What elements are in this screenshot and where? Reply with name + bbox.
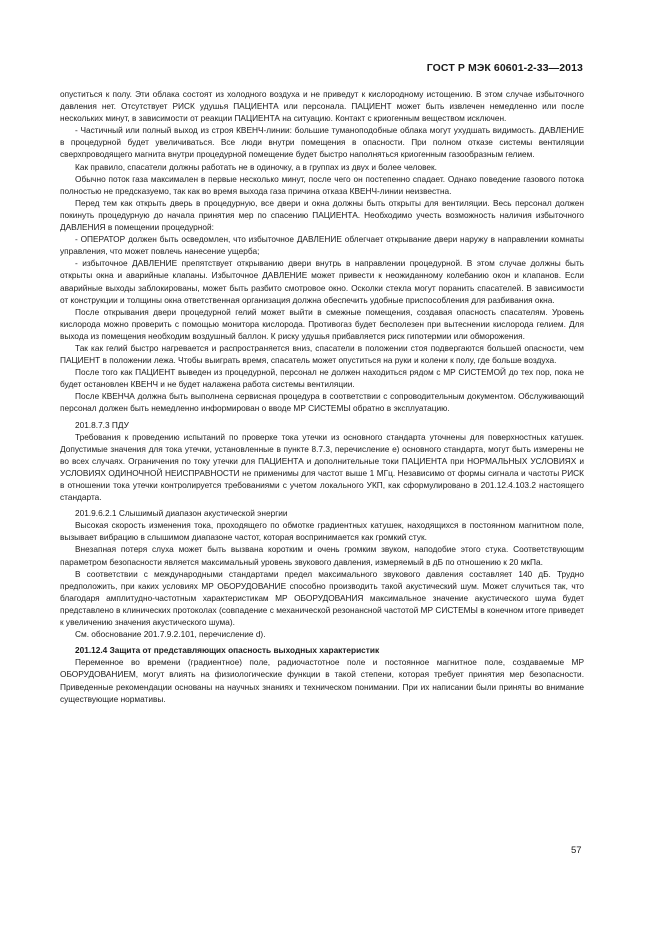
paragraph: опуститься к полу. Эти облака состоят из холодного воздуха и не приведут к кислородному истощению. В этом случае избыточного давления нет. Отсутствует РИСК удушья ПАЦИЕНТА или персонала. ПАЦИЕНТ может быть извлечен немедленно или после нескольких минут, в зависимости от реакции ПАЦИЕНТА на ситуацию. Контакт с криогенным веществом исключен. (60, 89, 584, 124)
paragraph: - ОПЕРАТОР должен быть осведомлен, что избыточное ДАВЛЕНИЕ облегчает открывание двери наружу в направлении комнаты управления, что может повлечь нанесение ущерба; (60, 234, 584, 257)
section-heading: 201.12.4 Защита от представляющих опасность выходных характеристик (75, 645, 380, 656)
document-standard-header: ГОСТ Р МЭК 60601-2-33—2013 (426, 62, 583, 74)
paragraph: Высокая скорость изменения тока, проходящего по обмотке градиентных катушек, находящихся в постоянном магнитном поле, вызывает вибрацию в слышимом диапазоне частот, которая воспринимается как громкий стук. (60, 520, 584, 543)
paragraph: В соответствии с международными стандартами предел максимального звукового давления составляет 140 дБ. Трудно предположить, при каких условиях МР ОБОРУДОВАНИЕ способно производить такой акустический шум. Может случиться так, что благодаря амплитудно-частотным характеристикам МР ОБОРУДОВАНИЯ максимальное значение акустического шума будет представлено в клинических протоколах (совпадение с механической резонансной частотой МР СИСТЕМЫ в конечном итоге приведет к увеличению значения акустического шума). (60, 568, 584, 628)
paragraph: Как правило, спасатели должны работать не в одиночку, а в группах из двух и более человек. (75, 161, 437, 172)
paragraph: Так как гелий быстро нагревается и распространяется вниз, спасатели в положении стоя подвергаются большей опасности, чем ПАЦИЕНТ в положении лежа. Чтобы выиграть время, спасатель может опуститься на руки и колени к полу, где больше воздуха. (60, 342, 584, 366)
paragraph: - избыточное ДАВЛЕНИЕ препятствует открыванию двери внутрь в направлении процедурной. В этом случае должны быть открыты окна и аварийные клапаны. Избыточное ДАВЛЕНИЕ может привести к неожиданному колебанию окон и клапанов. Если аварийные выходы заблокированы, может быть разбито смотровое окно. Осколки стекла могут поранить спасателей. В зависимости от конструкции и толщины окна ответственная организация должна обеспечить удобные приспособления для разбивания окна. (60, 258, 584, 305)
paragraph: Обычно поток газа максимален в первые несколько минут, после чего он постепенно спадает. Однако поведение газового потока полностью не предсказуемо, так как во время выхода газа причина отказа КВЕНЧ-линии неизвестна. (60, 173, 584, 196)
paragraph: Переменное во времени (градиентное) поле, радиочастотное поле и постоянное магнитное поле, создаваемые МР ОБОРУДОВАНИЕМ, могут влиять на физиологические функции в такой степени, которая требует принятия мер безопасности. Приведенные рекомендации основаны на научных знаниях и техническом понимании. При их написании были приняты во внимание существующие нормативы. (60, 657, 584, 704)
document-body (60, 88, 584, 705)
paragraph: После того как ПАЦИЕНТ выведен из процедурной, персонал не должен находиться рядом с МР СИСТЕМОЙ до тех пор, пока не будет остановлен КВЕНЧ и не будет налажена работа системы вентиляции. (60, 367, 584, 390)
paragraph: - Частичный или полный выход из строя КВЕНЧ-линии: большие туманоподобные облака могут ухудшать видимость. ДАВЛЕНИЕ в процедурной будет увеличиваться. Все люди внутри помещения в опасности. При полном отказе системы вентиляции сверхпроводящего магнита внутри процедурной помещение будет быстро наполняться криогенным газообразным гелием. (60, 125, 584, 160)
paragraph: Перед тем как открыть дверь в процедурную, все двери и окна должны быть открыты для вентиляции. Весь персонал должен покинуть процедурную до начала принятия мер по спасению ПАЦИЕНТА. Необходимо учесть возможность наличия избыточного ДАВЛЕНИЯ в помещении процедурной: (60, 197, 584, 233)
page-number: 57 (571, 845, 582, 856)
section-heading: 201.9.6.2.1 Слышимый диапазон акустической энергии (75, 508, 288, 519)
paragraph: См. обоснование 201.7.9.2.101, перечисление d). (75, 629, 266, 640)
paragraph: Внезапная потеря слуха может быть вызвана коротким и очень громким звуком, наподобие этого стука. Соответствующим параметром безопасности является максимальный уровень звукового давления, измеряемый в дБ по отношению к 20 мкПа. (60, 544, 584, 567)
paragraph: После КВЕНЧА должна быть выполнена сервисная процедура в соответствии с сопроводительным документом. Обслуживающий персонал должен быть немедленно информирован о вводе МР СИСТЕМЫ обратно в эксплуатацию. (60, 391, 584, 414)
section-heading: 201.8.7.3 ПДУ (75, 419, 129, 430)
paragraph: После открывания двери процедурной гелий может выйти в смежные помещения, создавая опасность спасателям. Уровень кислорода можно проверить с помощью монитора кислорода. Противогаз будет бесполезен при вытеснении кислорода гелием. Для выхода из помещения необходим воздушный баллон. К риску удушья прибавляется риск гипотермии или обморожения. (60, 306, 584, 341)
paragraph: Требования к проведению испытаний по проверке тока утечки из основного стандарта уточнены для поверхностных катушек. Допустимые значения для тока утечки, установленные в пункте 8.7.3, перечисление e) основного стандарта, могут быть измерены не во всех случаях. Ограничения по току утечки для ПАЦИЕНТА и дополнительные токи ПАЦИЕНТА при НОРМАЛЬНЫХ УСЛОВИЯХ и УСЛОВИЯХ ОДИНОЧНОЙ НЕИСПРАВНОСТИ не применимы для частот выше 1 МГц. Независимо от формы сигнала и частоты РИСК в отношении тока утечки контролируется требованиями с учетом локального УКП, как сформулировано в 201.12.4.103.2 настоящего стандарта. (60, 431, 584, 503)
